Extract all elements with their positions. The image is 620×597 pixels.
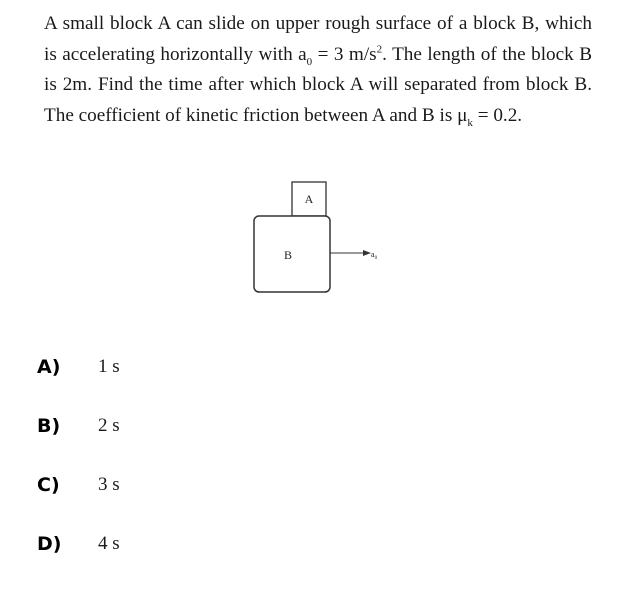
question-part-4: = 0.2. [472,104,523,126]
svg-text:a0 [371,250,378,261]
option-c-text: 3 s [98,474,120,495]
question-text [44,9,592,131]
mu-k-subscript: k [467,116,473,129]
acceleration-arrow-head [363,250,371,256]
block-a-label: A [304,192,314,206]
option-b-letter: B) [37,415,61,437]
acceleration-label-subscript: 0 [374,256,378,261]
blocks-diagram-svg [250,178,390,298]
option-c[interactable] [37,470,120,500]
option-d[interactable] [37,529,120,559]
question-part-1: A small block A can slide on upper rough surface of a block B, which is accelerating horizontally with a [44,13,592,65]
question-part-2: = 3 m/s [312,43,377,65]
option-b[interactable] [37,411,120,441]
option-a-letter: A) [37,356,61,378]
question-part-3: . The length of the block B is 2m. Find the time after which block A will separated from block B. The coefficient of kinetic friction between A and B is μ [44,43,592,126]
option-a[interactable] [37,352,120,382]
option-d-letter: D) [37,533,62,555]
blocks-diagram [250,178,390,298]
option-c-letter: C) [37,474,60,496]
option-b-text: 2 s [98,415,120,436]
option-d-text: 4 s [98,533,120,554]
a0-subscript: 0 [306,55,313,68]
squared-superscript: 2 [376,43,383,56]
option-a-text: 1 s [98,356,120,377]
acceleration-label: a [371,250,375,259]
block-b-label: B [283,248,293,262]
